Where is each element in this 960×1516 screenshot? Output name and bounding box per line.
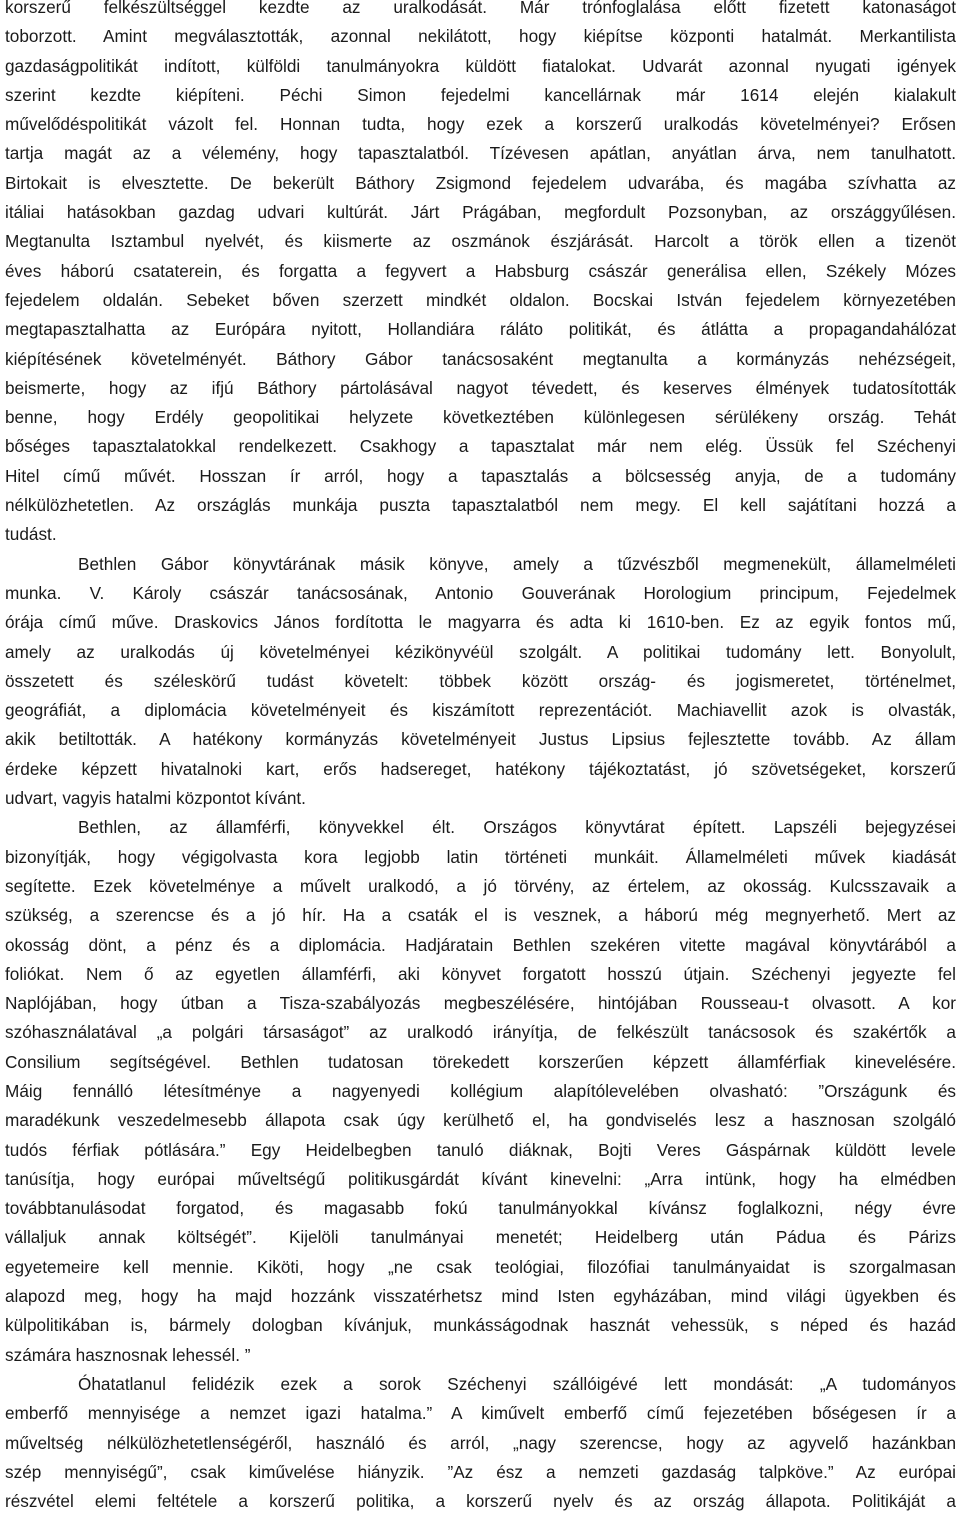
text-line: maradékunk veszedelmesebb állapota csak úgy kerülhető el, ha gondviselés lesz a hasznosan szolgáló [5, 1110, 956, 1131]
text-line: Hitel című művét. Hosszan ír arról, hogy a tapasztalás a bölcsesség anyja, de a tudomány [5, 465, 956, 486]
text-line: Óhatatlanul felidézik ezek a sorok Széchenyi szállóigévé lett mondását: „A tudományos [78, 1373, 956, 1394]
text-line: Bethlen Gábor könyvtárának másik könyve, amely a tűzvészből megmenekült, államelméleti [78, 553, 956, 574]
text-line: tudós férfiak pótlására.” Egy Heidelbegben tanuló diáknak, Bojti Veres Gáspárnak küldött levele [5, 1139, 956, 1160]
text-line: külpolitikában is, bármely dologban kívánjuk, munkásságodnak hasznát vehessük, s néped és hazád [5, 1315, 956, 1336]
text-line: nélkülözhetetlen. Az országlás munkája puszta tapasztalatból nem megy. El kell sajátítani hozzá a [5, 495, 956, 516]
text-line: okosság dönt, a pénz és a diplomácia. Hadjáratain Bethlen szekéren vitette magával könyvtárából a [5, 934, 956, 955]
text-line: megtapasztalhatta az Európára nyitott, Hollandiára ráláto politikát, és átlátta a propagandahálózat [5, 319, 956, 340]
text-line: tartja magát az a vélemény, hogy tapasztalatból. Tízévesen apátlan, anyátlan árva, nem tanulhatott. [5, 143, 956, 164]
text-line: korszerű felkészültséggel kezdte az uralkodását. Már trónfoglalása előtt fizetett katonaságot [5, 0, 956, 17]
text-line: szerint kezdte kiépíteni. Péchi Simon fejedelmi kancellárnak már 1614 elején kialakult [5, 84, 956, 105]
text-line: geográfiát, a diplomácia követelményeit és kiszámított reprezentációt. Machiavellit azok is olvasták, [5, 700, 956, 721]
text-line: Bethlen, az államférfi, könyvekkel élt. Országos könyvtárat épített. Lapszéli bejegyzései [78, 817, 956, 838]
text-line: Megtanulta Isztambul nyelvét, és kiismerte az oszmánok észjárását. Harcolt a török ellen a tizenöt [5, 231, 956, 252]
text-line: művelődéspolitikát vázolt fel. Honnan tudta, hogy ezek a korszerű uralkodás követelményei? Erősen [5, 114, 956, 135]
text-line: Máig fennálló létesítménye a nagyenyedi kollégium alapítólevelében olvasható: ”Országunk és [5, 1080, 956, 1101]
text-line: részvétel elemi feltétele a korszerű politika, a korszerű nyelv és az ország állapota. Politikáját a [5, 1491, 956, 1512]
text-line: gazdaságpolitikát indított, külföldi tanulmányokra küldött fiatalokat. Udvarát azonnal nyugati igények [5, 55, 956, 76]
text-line: toborzott. Amint megválasztották, azonnal nekilátott, hogy kiépítse központi hatalmát. Merkantilista [5, 26, 956, 47]
text-line: egyetemeire kell mennie. Kiköti, hogy „ne csak teológiai, filozófiai tanulmányaidat is szorgalmasan [5, 1256, 956, 1277]
text-line: bizonyítják, hogy végigolvasta kora legjobb latin történeti munkáit. Államelméleti művek kiadását [5, 846, 956, 867]
text-line: foliókat. Nem ő az egyetlen államférfi, aki könyvet forgatott hosszú útjain. Széchenyi jegyezte fel [5, 963, 956, 984]
text-line: segítette. Ezek követelménye a művelt uralkodó, a jó törvény, az értelem, az okosság. Kulcsszavaik a [5, 875, 956, 896]
text-line: beismerte, hogy az ifjú Báthory pártolásával nagyot tévedett, és keserves élmények tudatosították [5, 377, 956, 398]
text-line: bőséges tapasztalatokkal rendelkezett. Csakhogy a tapasztalat már nem elég. Üssük fel Széchenyi [5, 436, 956, 457]
text-line: benne, hogy Erdély geopolitikai helyzete következtében különlegesen sérülékeny ország. Tehát [5, 407, 956, 428]
text-line: érdeke képzett hivatalnoki kart, erős hadsereget, hatékony tájékoztatást, jó szövetségeket, korszerű [5, 758, 956, 779]
text-line: itáliai hatásokban gazdag udvari kultúrát. Járt Prágában, megfordult Pozsonyban, az országgyűlésen. [5, 202, 956, 223]
text-line: udvart, vagyis hatalmi központot kívánt. [5, 788, 306, 809]
text-line: vállaljuk annak költségét”. Kijelöli tanulmányai menetét; Heidelberg után Pádua és Párizs [5, 1227, 956, 1248]
text-line: munka. V. Károly császár tanácsosának, Antonio Gouverának Horologium principum, Fejedelmek [5, 582, 956, 603]
document-body [5, 0, 956, 1516]
text-line: összetett és széleskörű tudást követelt: többek között ország- és jogismeretet, történelmet, [5, 670, 956, 691]
text-line: akik betiltották. A hatékony kormányzás követelményeit Justus Lipsius fejlesztette tovább. Az állam [5, 729, 956, 750]
text-line: Consilium segítségével. Bethlen tudatosan törekedett korszerűen képzett államférfiak kinevelésére. [5, 1051, 956, 1072]
text-line: szóhasználatával „a polgári társaságot” az uralkodó irányítja, de felkészült tanácsosok és szakértők a [5, 1022, 956, 1043]
text-line: továbbtanulásodat forgatod, és magasabb fokú tanulmányokkal kívánsz foglalkozni, négy évre [5, 1198, 956, 1219]
text-line: Birtokait is elvesztette. De bekerült Báthory Zsigmond fejedelem udvarába, és magába szívhatta az [5, 172, 956, 193]
text-line: tudást. [5, 524, 57, 545]
text-line: éves háború csataterein, és forgatta a fegyvert a Habsburg császár generálisa ellen, Székely Mózes [5, 260, 956, 281]
text-line: kiépítésének követelményét. Báthory Gábor tanácsosaként megtanulta a kormányzás nehézségeit, [5, 348, 956, 369]
text-line: számára hasznosnak lehessél. ” [5, 1344, 251, 1365]
text-line: szükség, a szerencse és a jó hír. Ha a csaták el is vesznek, a háború még megnyerhető. Mert az [5, 905, 956, 926]
text-line: amely az uralkodás új követelményei kézikönyvéül szolgált. A politikai tudomány lett. Bonyolult, [5, 641, 956, 662]
text-line: műveltség nélkülözhetetlenségéről, használó és arról, „nagy szerencse, hogy az agyvelő hazánkban [5, 1432, 956, 1453]
text-line: fejedelem oldalán. Sebeket bőven szerzett mindkét oldalon. Bocskai István fejedelem környezetében [5, 289, 956, 310]
text-line: alapozd meg, hogy ha majd hozzánk visszatérhetsz mind Isten egyházában, mind világi ügyekben és [5, 1286, 956, 1307]
text-line: szép mennyiségű”, csak kiművelése hiányzik. ”Az ész a nemzeti gazdaság talpköve.” Az európai [5, 1461, 956, 1482]
text-line: tanúsítja, hogy európai műveltségű politikusgárdát kívánt kinevelni: „Arra intünk, hogy ha elmédben [5, 1168, 956, 1189]
text-line: Naplójában, hogy útban a Tisza-szabályozás megbeszélésére, hintójában Rousseau-t olvasott. A kor [5, 993, 956, 1014]
text-line: emberfő mennyisége a nemzet igazi hatalma.” A kiművelt emberfő című fejezetében bőségesen ír a [5, 1403, 956, 1424]
text-line: órája című műve. Draskovics János fordította le magyarra és adta ki 1610-ben. Ez az egyik fontos mű, [5, 612, 956, 633]
